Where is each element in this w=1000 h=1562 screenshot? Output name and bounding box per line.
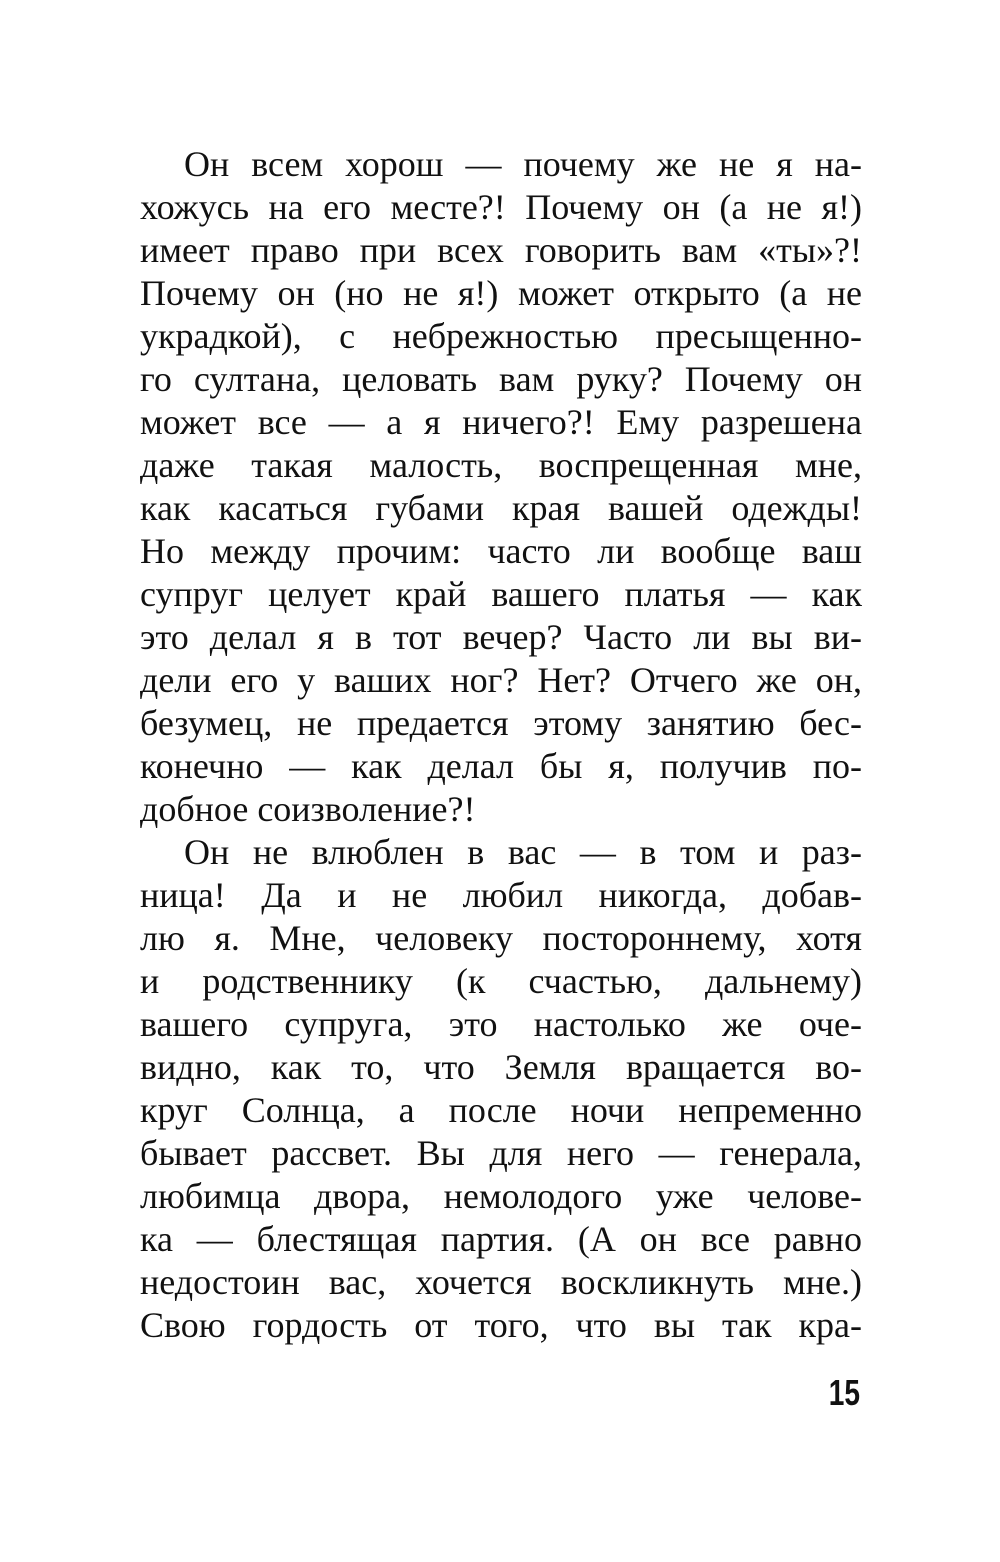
text-line: дели его у ваших ног? Нет? Отчего же он, <box>140 660 862 700</box>
text-line: хожусь на его месте?! Почему он (а не я!) <box>140 187 862 227</box>
text-line: украдкой), с небрежностью пресыщенно- <box>140 316 862 356</box>
body-text <box>140 143 862 1347</box>
text-line: вашего супруга, это настолько же оче- <box>140 1004 862 1044</box>
text-line: супруг целует край вашего платья — как <box>140 574 862 614</box>
text-line: Почему он (но не я!) может открыто (а не <box>140 273 862 313</box>
text-line: видно, как то, что Земля вращается во- <box>140 1047 862 1087</box>
text-line: ница! Да и не любил никогда, добав- <box>140 875 862 915</box>
text-line: Он не влюблен в вас — в том и раз- <box>184 832 862 872</box>
text-line: Он всем хорош — почему же не я на- <box>184 144 862 184</box>
text-line: круг Солнца, а после ночи непременно <box>140 1090 862 1130</box>
text-line: го султана, целовать вам руку? Почему он <box>140 359 862 399</box>
text-line: любимца двора, немолодого уже челове- <box>140 1176 862 1216</box>
text-line: и родственнику (к счастью, дальнему) <box>140 961 862 1001</box>
text-line: может все — а я ничего?! Ему разрешена <box>140 402 862 442</box>
text-line: имеет право при всех говорить вам «ты»?! <box>140 230 862 270</box>
text-line: лю я. Мне, человеку постороннему, хотя <box>140 918 862 958</box>
text-line: ка — блестящая партия. (А он все равно <box>140 1219 862 1259</box>
text-line: даже такая малость, воспрещенная мне, <box>140 445 862 485</box>
page-number: 15 <box>828 1372 860 1413</box>
text-line: конечно — как делал бы я, получив по- <box>140 746 862 786</box>
text-line: Свою гордость от того, что вы так кра- <box>140 1305 862 1345</box>
text-line: безумец, не предается этому занятию бес- <box>140 703 862 743</box>
text-line: Но между прочим: часто ли вообще ваш <box>140 531 862 571</box>
text-line: добное соизволение?! <box>140 789 476 829</box>
text-line: недостоин вас, хочется воскликнуть мне.) <box>140 1262 862 1302</box>
text-line: бывает рассвет. Вы для него — генерала, <box>140 1133 862 1173</box>
text-line: как касаться губами края вашей одежды! <box>140 488 862 528</box>
text-line: это делал я в тот вечер? Часто ли вы ви- <box>140 617 862 657</box>
